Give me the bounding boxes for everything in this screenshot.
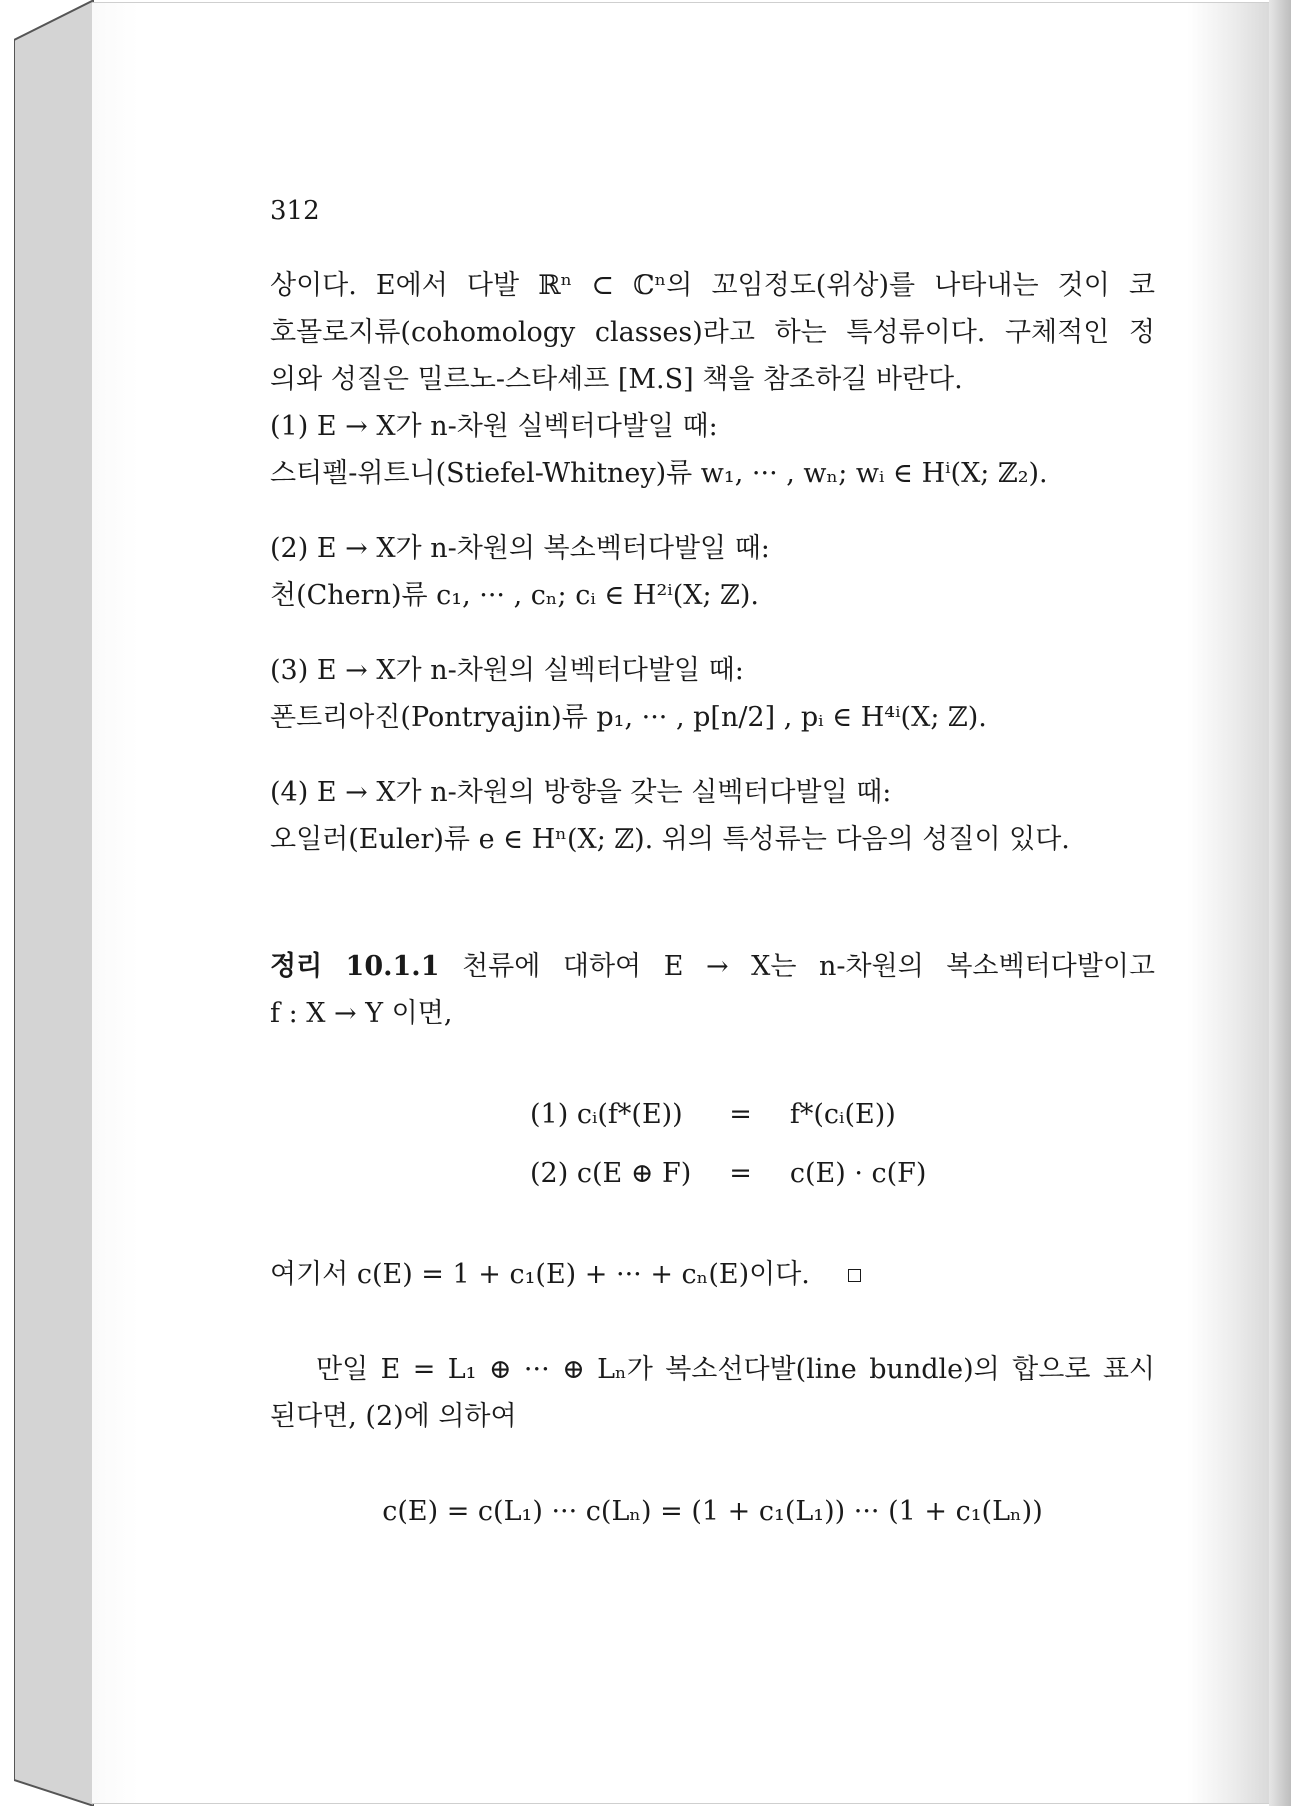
paragraph-line: 만일 E = L₁ ⊕ ··· ⊕ Lₙ가 복소선다발(line bundle)의 합으로 표시 xyxy=(316,1354,1155,1385)
item-condition: (3) E → X가 n-차원의 실벡터다발일 때: xyxy=(270,655,744,686)
equation-row xyxy=(520,1085,936,1144)
item-condition: (2) E → X가 n-차원의 복소벡터다발일 때: xyxy=(270,533,770,564)
equation-rhs: f*(cᵢ(E)) xyxy=(789,1099,896,1130)
theorem-text: 천류에 대하여 E → X는 n-차원의 복소벡터다발이고 xyxy=(462,951,1155,982)
equation-block xyxy=(520,1085,936,1203)
item-condition: (4) E → X가 n-차원의 방향을 갖는 실벡터다발일 때: xyxy=(270,777,892,808)
page-edge xyxy=(1269,0,1291,1806)
equation-rhs: c(E) · c(F) xyxy=(789,1158,927,1189)
equation-rel: = xyxy=(729,1099,752,1130)
theorem-head: 정리 10.1.1 xyxy=(270,951,440,982)
item-class: 오일러(Euler)류 e ∈ Hⁿ(X; ℤ). 위의 특성류는 다음의 성질이 있다. xyxy=(270,824,1070,855)
book-spine xyxy=(14,0,94,1806)
item-class: 천(Chern)류 c₁, ··· , cₙ; cᵢ ∈ H²ⁱ(X; ℤ). xyxy=(270,580,759,611)
equation-rel: = xyxy=(729,1158,752,1189)
equation-row xyxy=(520,1144,936,1203)
theorem-line xyxy=(270,943,1155,990)
paragraph-line: 의와 성질은 밀르노-스타셰프 [M.S] 책을 참조하길 바란다. xyxy=(270,364,963,395)
paragraph-line: 된다면, (2)에 의하여 xyxy=(270,1401,517,1432)
equation-lhs: (1) cᵢ(f*(E)) xyxy=(530,1099,683,1130)
paragraph-line: 호몰로지류(cohomology classes)라고 하는 특성류이다. 구체적인 정 xyxy=(270,317,1155,348)
paragraph-line: 상이다. E에서 다발 ℝⁿ ⊂ ℂⁿ의 꼬임정도(위상)를 나타내는 것이 코 xyxy=(270,270,1155,301)
item-class: 스티펠-위트니(Stiefel-Whitney)류 w₁, ··· , wₙ; wᵢ ∈ Hⁱ(X; ℤ₂). xyxy=(270,458,1048,489)
item-class: 폰트리아진(Pontryajin)류 p₁, ··· , p[n/2] , pᵢ ∈ H⁴ⁱ(X; ℤ). xyxy=(270,702,987,733)
remark-line xyxy=(270,1251,1155,1298)
equation-lhs: (2) c(E ⊕ F) xyxy=(530,1158,692,1189)
qed-square-icon xyxy=(848,1269,861,1282)
final-equation: c(E) = c(L₁) ··· c(Lₙ) = (1 + c₁(L₁)) ··· (1 + c₁(Lₙ)) xyxy=(382,1496,1043,1527)
remark-text: 여기서 c(E) = 1 + c₁(E) + ··· + cₙ(E)이다. xyxy=(270,1259,810,1290)
item-condition: (1) E → X가 n-차원 실벡터다발일 때: xyxy=(270,411,718,442)
page-number: 312 xyxy=(270,196,320,226)
theorem-line: f : X → Y 이면, xyxy=(270,998,453,1029)
page-text xyxy=(270,262,1155,1535)
